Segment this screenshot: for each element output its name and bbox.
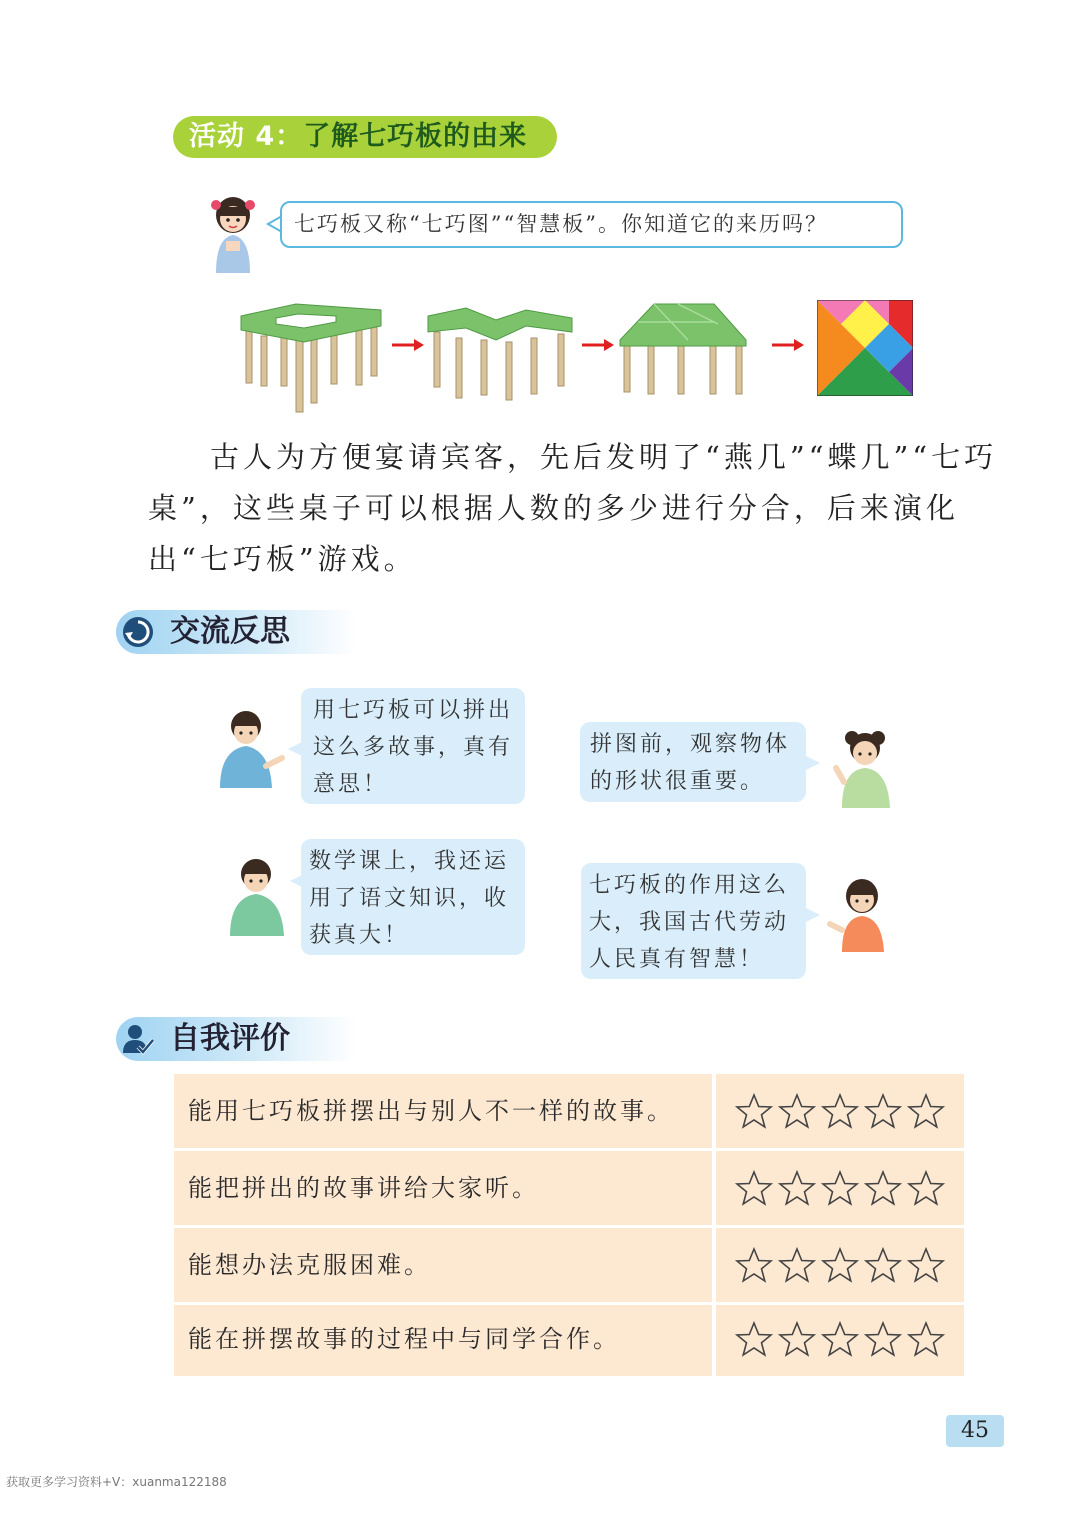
section-self-eval xyxy=(116,1017,356,1061)
evaluation-item: 能用七巧板拼摆出与别人不一样的故事。 xyxy=(188,1097,674,1125)
star-outline-icon xyxy=(866,1172,900,1204)
dieji-table-image xyxy=(426,302,576,402)
dialogue-bubble xyxy=(581,863,806,979)
dialogue-bubble xyxy=(580,722,806,802)
activity-banner xyxy=(173,116,557,158)
qiqiao-table-image xyxy=(618,300,748,400)
star-outline-icon xyxy=(866,1323,900,1355)
dialogue-line: 拼图前，观察物体 xyxy=(590,732,791,757)
tangram-image xyxy=(817,300,913,396)
boy-avatar xyxy=(216,706,286,788)
refresh-icon xyxy=(122,616,154,648)
star-outline-icon xyxy=(780,1249,814,1281)
star-outline-icon xyxy=(823,1172,857,1204)
column-divider xyxy=(712,1074,716,1376)
arrow-right-icon xyxy=(390,335,426,355)
section-reflect-title: 交流反思 xyxy=(170,614,290,649)
star-outline-icon xyxy=(780,1095,814,1127)
star-outline-icon xyxy=(780,1172,814,1204)
star-rating[interactable] xyxy=(734,1092,948,1132)
dialogue-line: 这么多故事，真有 xyxy=(313,735,514,760)
evaluation-row xyxy=(174,1302,964,1376)
bubble-tail xyxy=(286,740,302,758)
section-self-eval-title: 自我评价 xyxy=(170,1021,290,1056)
dialogue-line: 意思！ xyxy=(313,772,389,797)
boy-avatar xyxy=(224,854,290,936)
bubble-tail xyxy=(806,906,822,924)
star-outline-icon xyxy=(909,1095,943,1127)
dialogue-line: 数学课上，我还运 xyxy=(309,849,510,874)
girl-avatar xyxy=(830,726,900,808)
self-evaluation-table xyxy=(174,1074,964,1376)
star-outline-icon xyxy=(909,1172,943,1204)
star-outline-icon xyxy=(823,1323,857,1355)
star-outline-icon xyxy=(737,1249,771,1281)
activity-title: 了解七巧板的由来 xyxy=(303,121,528,152)
dialogue-line: 用七巧板可以拼出 xyxy=(313,698,514,723)
girl-avatar xyxy=(826,874,892,952)
evaluation-item: 能把拼出的故事讲给大家听。 xyxy=(188,1174,539,1202)
star-outline-icon xyxy=(737,1095,771,1127)
dialogue-line: 的形状很重要。 xyxy=(590,769,766,794)
bubble-tail xyxy=(806,754,822,772)
dialogue-bubble xyxy=(301,688,525,804)
evaluation-item: 能想办法克服困难。 xyxy=(188,1251,431,1279)
star-outline-icon xyxy=(737,1172,771,1204)
page-number: 45 xyxy=(946,1415,1004,1447)
evaluation-row xyxy=(174,1074,964,1148)
star-outline-icon xyxy=(866,1249,900,1281)
star-outline-icon xyxy=(909,1249,943,1281)
star-outline-icon xyxy=(823,1249,857,1281)
evaluation-row xyxy=(174,1151,964,1225)
dialogue-line: 用了语文知识，收 xyxy=(309,886,510,911)
evaluation-row xyxy=(174,1228,964,1302)
star-rating[interactable] xyxy=(734,1320,948,1360)
arrow-right-icon xyxy=(770,335,806,355)
section-reflect xyxy=(116,610,356,654)
star-outline-icon xyxy=(823,1095,857,1127)
star-outline-icon xyxy=(780,1323,814,1355)
star-outline-icon xyxy=(909,1323,943,1355)
activity-label: 活动 4： xyxy=(189,121,304,152)
arrow-right-icon xyxy=(580,335,616,355)
girl-avatar xyxy=(204,193,262,273)
watermark-text: 获取更多学习资料+V：xuanma122188 xyxy=(6,1475,227,1489)
star-outline-icon xyxy=(737,1323,771,1355)
person-check-icon xyxy=(122,1023,154,1055)
dialogue-line: 七巧板的作用这么 xyxy=(589,873,790,898)
star-rating[interactable] xyxy=(734,1169,948,1209)
yanji-table-image xyxy=(236,298,386,416)
intro-speech-bubble: 七巧板又称“七巧图”“智慧板”。你知道它的来历吗？ xyxy=(280,201,903,248)
dialogue-bubble xyxy=(301,839,525,955)
dialogue-line: 获真大！ xyxy=(309,923,410,948)
story-paragraph: 古人为方便宴请宾客，先后发明了“燕几”“蝶几”“七巧桌”，这些桌子可以根据人数的多少进行分合，后来演化出“七巧板”游戏。 xyxy=(148,440,998,576)
evaluation-item: 能在拼摆故事的过程中与同学合作。 xyxy=(188,1325,620,1353)
dialogue-line: 大，我国古代劳动 xyxy=(589,910,790,935)
dialogue-line: 人民真有智慧！ xyxy=(589,947,765,972)
star-outline-icon xyxy=(866,1095,900,1127)
star-rating[interactable] xyxy=(734,1246,948,1286)
